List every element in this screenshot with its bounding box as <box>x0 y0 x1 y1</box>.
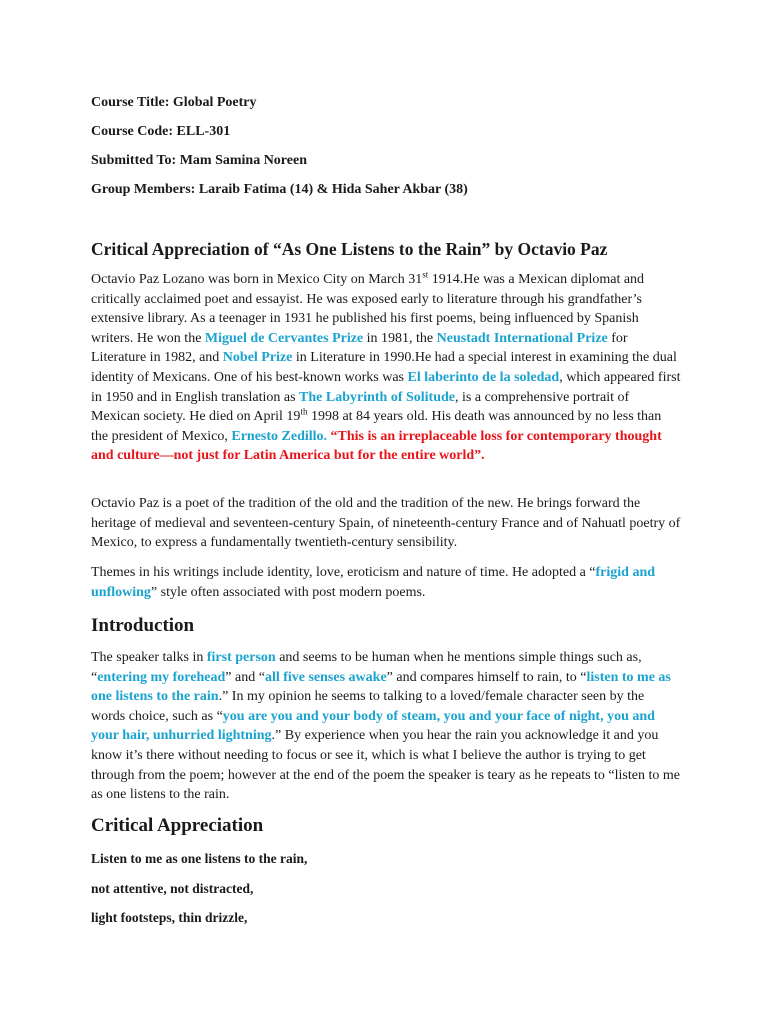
intro-text-3: ” and “ <box>225 669 265 685</box>
senses-phrase: all five senses awake <box>264 669 387 685</box>
course-title: Course Title: Global Poetry <box>91 95 257 110</box>
course-code: Course Code: ELL-301 <box>91 124 231 139</box>
intro-text-5: .” In my opinion he seems to talking to a loved/female character seen by the words choice, such as “ <box>91 689 645 724</box>
laberinto-title: El laberinto de la soledad <box>407 369 560 385</box>
biography-paragraph <box>91 270 681 466</box>
bio-text-3: in 1981, the <box>363 330 437 346</box>
frigid-phrase: frigid and unflowing <box>91 565 656 600</box>
themes-text-2: ” style often associated with post modern poems. <box>150 584 426 600</box>
bio-text-1: Octavio Paz Lozano was born in Mexico City on March 31 <box>91 272 423 287</box>
bio-text-5: in Literature in 1990.He had a special interest in examining the dual identity of Mexicans. One of his best-known works was <box>91 350 677 385</box>
zedillo-name: Ernesto Zedillo. <box>231 428 328 444</box>
bio-sup-1: st <box>422 269 429 280</box>
introduction-paragraph <box>91 648 681 805</box>
submitted-to: Submitted To: Mam Samina Noreen <box>91 153 307 168</box>
verse-line: light footsteps, thin drizzle, <box>91 910 248 925</box>
first-person-phrase: first person <box>206 650 276 665</box>
intro-text-4: ” and compares himself to rain, to “ <box>386 669 587 685</box>
bio-text-8: 1998 at 84 years old. His death was announced by no less than the president of Mexico, <box>91 409 662 444</box>
labyrinth-title: The Labyrinth of Solitude <box>299 389 456 405</box>
bio-text-6: , which appeared first in 1950 and in English translation as <box>91 369 681 405</box>
tradition-paragraph: Octavio Paz is a poet of the tradition of the old and the tradition of the new. He brings forward the heritage of medieval and seventeen-century Spain, of nineteenth-century France and of Nahuatl poetry of Mexico, to express a fundamentally twentieth-century sensibility. <box>91 496 681 551</box>
bio-sup-2: th <box>300 406 308 417</box>
themes-text-1: Themes in his writings include identity, love, eroticism and nature of time. He adopted a “ <box>91 565 596 580</box>
neustadt-prize: Neustadt International Prize <box>436 330 608 346</box>
listen-phrase: listen to me as one listens to the rain <box>91 669 671 705</box>
steam-phrase: you are you and your body of steam, you and your face of night, you and your hair, unhurried lightning <box>91 708 655 744</box>
bio-text-7: , is a comprehensive portrait of Mexican society. He died on April 19 <box>91 389 630 425</box>
group-members: Group Members: Laraib Fatima (14) & Hida Saher Akbar (38) <box>91 182 468 197</box>
nobel-prize: Nobel Prize <box>222 350 293 366</box>
introduction-heading: Introduction <box>91 615 195 636</box>
bio-text-4: for Literature in 1982, and <box>91 330 628 366</box>
main-heading: Critical Appreciation of “As One Listens to the Rain” by Octavio Paz <box>91 239 608 259</box>
verse-line: Listen to me as one listens to the rain, <box>91 851 308 866</box>
cervantes-prize: Miguel de Cervantes Prize <box>204 330 364 346</box>
intro-text-6: .” By experience when you hear the rain you acknowledge it and you know it’s there without needing to focus or see it, which is what I believe the author is trying to get through from the poem; however at the end of the poem the speaker is teary as he repeats to “listen to me as one listens to the rain. <box>91 728 680 803</box>
zedillo-quote: “This is an irreplaceable loss for contemporary thought and culture—not just for Latin America but for the entire world”. <box>91 428 662 464</box>
forehead-phrase: entering my forehead <box>97 669 226 685</box>
themes-paragraph <box>91 563 681 602</box>
intro-text-1: The speaker talks in <box>91 650 207 665</box>
critical-appreciation-heading: Critical Appreciation <box>91 815 264 836</box>
bio-text-2: 1914.He was a Mexican diplomat and critically acclaimed poet and essayist. He was exposed early to literature through his grandfather’s extensive library. As a teenager in 1931 he published his first poems, being influenced by Spanish writers. He won the <box>91 272 645 346</box>
intro-text-2: and seems to be human when he mentions simple things such as, “ <box>91 650 642 685</box>
verse-line: not attentive, not distracted, <box>91 881 254 896</box>
